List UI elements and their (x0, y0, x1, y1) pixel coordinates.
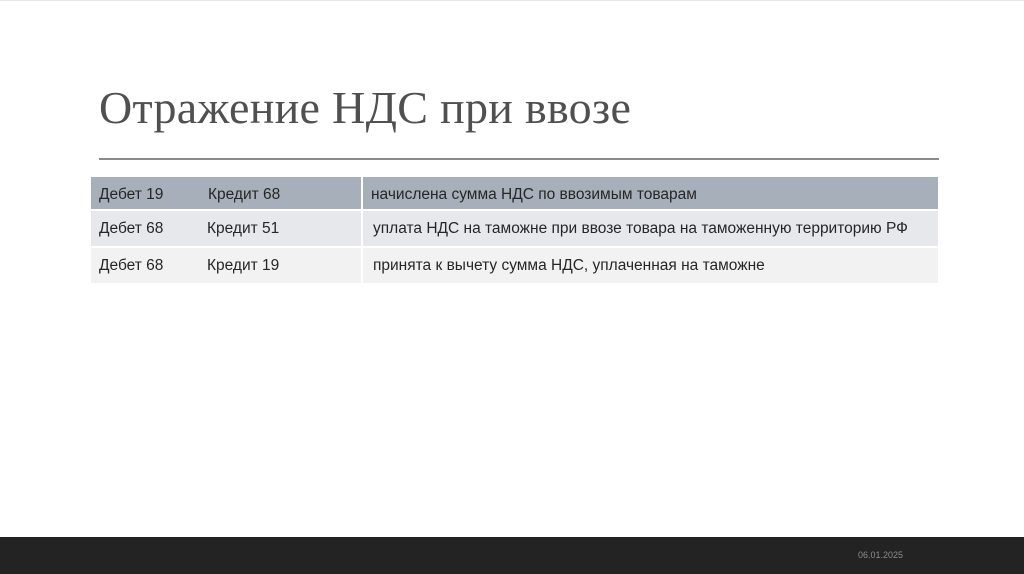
debit-cell: Дебет 68 (91, 211, 200, 248)
table-row (91, 248, 938, 285)
credit-cell: Кредит 68 (200, 177, 363, 211)
table-row (91, 177, 938, 211)
description-cell: принята к вычету сумма НДС, уплаченная на таможне (363, 248, 938, 285)
accounting-entries-table (91, 177, 938, 285)
debit-cell: Дебет 19 (91, 177, 200, 211)
footer-date: 06.01.2025 (857, 550, 903, 560)
description-cell: уплата НДС на таможне при ввозе товара на таможенную территорию РФ (363, 211, 938, 248)
credit-cell: Кредит 51 (200, 211, 363, 248)
table-row (91, 211, 938, 248)
slide-title: Отражение НДС при ввозе (99, 82, 632, 133)
footer-bar (0, 537, 1024, 574)
credit-cell: Кредит 19 (200, 248, 363, 285)
title-underline (99, 158, 939, 160)
debit-cell: Дебет 68 (91, 248, 200, 285)
description-cell: начислена сумма НДС по ввозимым товарам (363, 177, 938, 211)
